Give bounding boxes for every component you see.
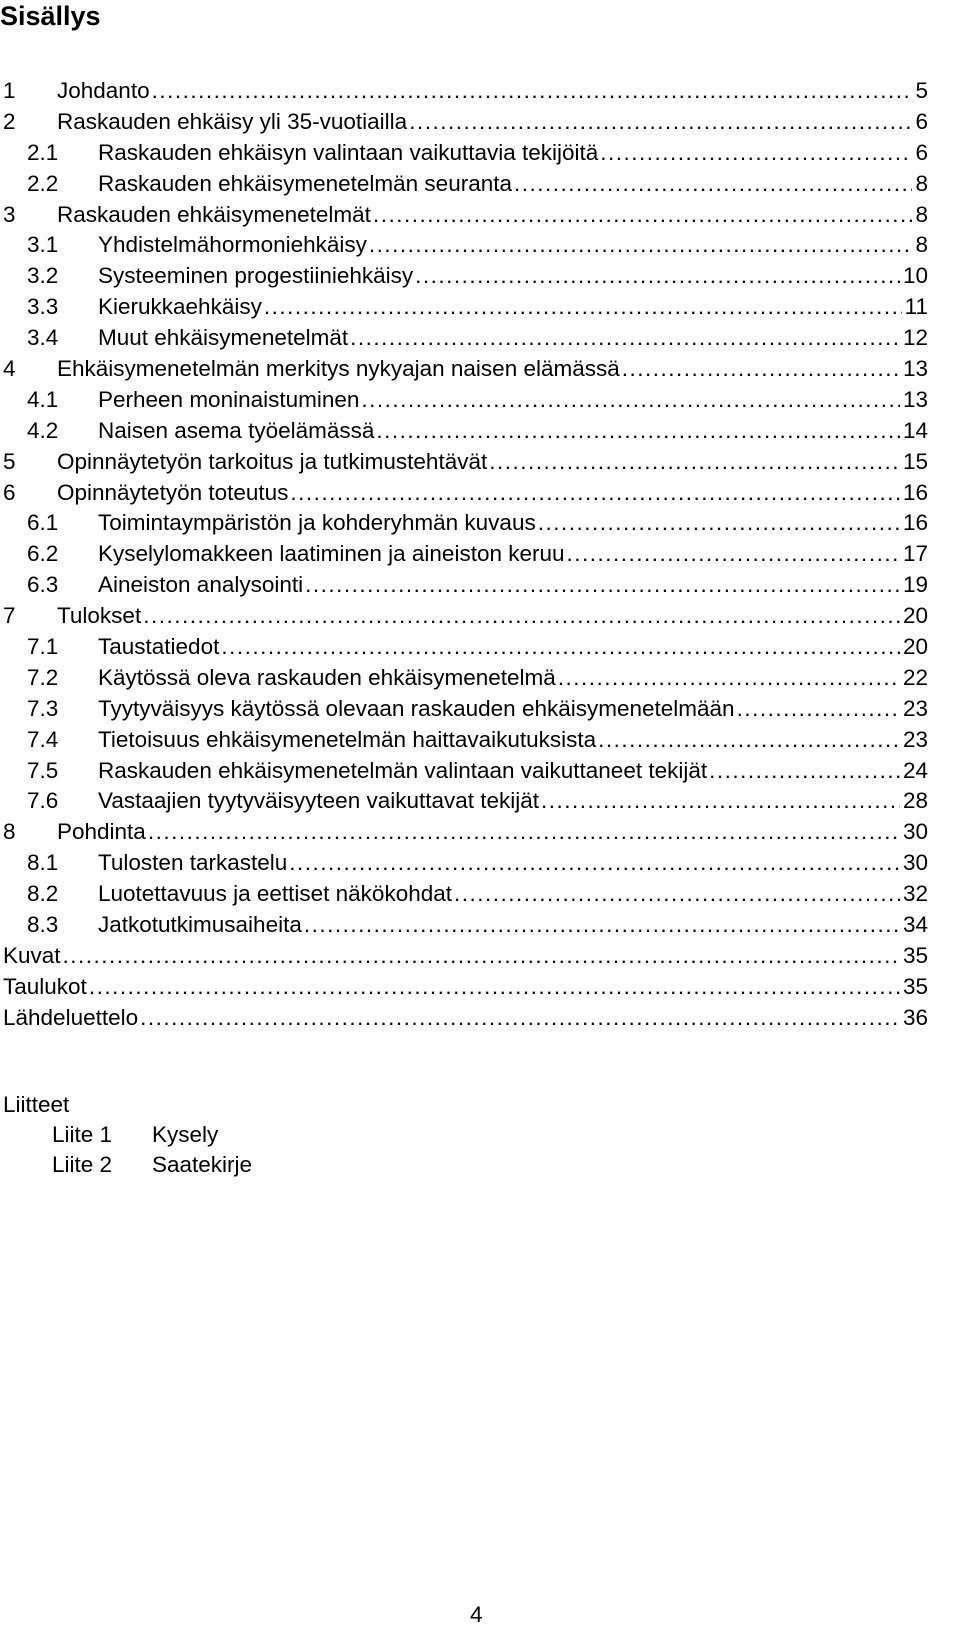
toc-dot-leader [290,478,900,509]
toc-entry-page: 22 [902,664,928,690]
toc-entry[interactable] [0,230,928,261]
toc-entry-label: Tyytyväisyys käytössä olevaan raskauden ehkäisymenetelmään [98,695,735,721]
appendix-id: Liite 1 [52,1122,113,1147]
toc-entry-label: Naisen asema työelämässä [98,417,375,443]
toc-entry-number: 7.2 [27,664,59,690]
toc-entry-number: 1 [3,78,16,103]
toc-entry-label: Raskauden ehkäisy yli 35-vuotiailla [57,108,408,134]
toc-entry-label: Jatkotutkimusaiheita [98,912,302,938]
toc-entry[interactable] [0,354,928,385]
appendix-item [0,1120,252,1150]
toc-entry[interactable] [0,323,928,354]
toc-dot-leader [600,138,912,169]
toc-entry-label: Tulokset [57,603,142,629]
toc-entry[interactable] [0,756,928,787]
toc-entry[interactable] [0,1003,928,1034]
toc-entry-label: Vastaajien tyytyväisyyteen vaikuttavat tekijät [98,788,540,814]
toc-entry[interactable] [0,879,928,910]
toc-entry-number: 7.1 [27,634,59,660]
appendix-label: Kysely [152,1122,219,1147]
toc-dot-leader [369,230,913,261]
toc-entry-number: 2.1 [27,139,59,165]
toc-entry-page: 36 [902,1004,928,1030]
toc-dot-leader [489,447,900,478]
toc-entry-number: 7 [3,603,16,629]
page-number: 4 [470,1602,483,1627]
toc-entry[interactable] [0,261,928,292]
toc-entry-number: 8.1 [27,850,59,876]
toc-dot-leader [148,817,900,848]
toc-dot-leader [89,972,900,1003]
toc-entry-page: 14 [902,417,928,443]
page-title: Sisällys [0,1,101,31]
toc-entry-page: 15 [902,448,928,474]
toc-entry-label: Aineiston analysointi [98,572,304,598]
toc-entry-number: 3.4 [27,325,59,351]
toc-dot-leader [454,879,900,910]
toc-dot-leader [221,632,900,663]
toc-entry-page: 10 [902,263,928,289]
toc-dot-leader [305,570,900,601]
toc-entry-number: 3.1 [27,232,59,258]
toc-dot-leader [373,200,913,231]
toc-entry-number: 3.2 [27,263,59,289]
appendix-id: Liite 2 [52,1152,113,1177]
toc-entry-page: 8 [915,232,928,258]
toc-entry-page: 34 [902,912,928,938]
toc-entry-page: 28 [902,788,928,814]
toc-entry[interactable] [0,570,928,601]
toc-entry-label: Opinnäytetyön toteutus [57,479,289,505]
toc-entry-page: 8 [915,170,928,196]
toc-entry-page: 35 [902,942,928,968]
toc-entry[interactable] [0,848,928,879]
toc-entry-label: Taulukot [3,973,87,999]
toc-entry[interactable] [0,138,928,169]
toc-dot-leader [514,169,912,200]
toc-entry-label: Yhdistelmähormoniehkäisy [98,232,367,258]
toc-dot-leader [409,107,912,138]
toc-dot-leader [143,601,900,632]
toc-entry-number: 7.3 [27,695,59,721]
toc-entry[interactable] [0,663,928,694]
toc-dot-leader [567,539,900,570]
toc-entry-number: 3.3 [27,294,59,320]
toc-entry-number: 8.2 [27,881,59,907]
toc-entry-number: 4 [3,356,16,382]
toc-entry-page: 11 [904,294,928,320]
toc-entry-number: 4.2 [27,417,59,443]
toc-entry-page: 17 [902,541,928,567]
toc-entry[interactable] [0,910,928,941]
toc-entry-number: 6 [3,479,16,505]
toc-dot-leader [415,261,900,292]
toc-dot-leader [558,663,900,694]
toc-entry-label: Tulosten tarkastelu [98,850,288,876]
toc-entry[interactable] [0,169,928,200]
toc-entry-label: Tietoisuus ehkäisymenetelmän haittavaikutuksista [98,726,597,752]
toc-dot-leader [63,941,900,972]
toc-entry-page: 35 [902,973,928,999]
toc-entry[interactable] [0,385,928,416]
toc-entry-page: 6 [915,139,928,165]
appendix-label: Saatekirje [152,1152,253,1177]
toc-entry-label: Kyselylomakkeen laatiminen ja aineiston keruu [98,541,565,567]
toc-entry[interactable] [0,447,928,478]
toc-entry[interactable] [0,76,928,107]
toc-entry[interactable] [0,416,928,447]
toc-dot-leader [350,323,900,354]
toc-entry-number: 6.1 [27,510,59,536]
toc-entry-label: Systeeminen progestiiniehkäisy [98,263,414,289]
toc-entry-page: 23 [902,726,928,752]
toc-entry-label: Taustatiedot [98,634,220,660]
toc-entry[interactable] [0,725,928,756]
toc-entry-page: 13 [902,386,928,412]
toc-entry[interactable] [0,292,928,323]
toc-entry-label: Johdanto [57,78,150,103]
toc-entry-number: 2.2 [27,170,59,196]
toc-entry-label: Käytössä oleva raskauden ehkäisymenetelmä [98,664,556,690]
toc-entry[interactable] [0,107,928,138]
toc-entry-page: 30 [902,850,928,876]
toc-entry-page: 8 [915,201,928,227]
appendices-heading: Liitteet [3,1092,70,1117]
toc-entry[interactable] [0,972,928,1003]
toc-entry-label: Muut ehkäisymenetelmät [98,325,349,351]
appendices-section [0,1090,252,1180]
toc-dot-leader [152,76,913,107]
toc-dot-leader [737,694,900,725]
toc-entry-page: 30 [902,819,928,845]
toc-entry-label: Toimintaympäristön ja kohderyhmän kuvaus [98,510,536,536]
toc-entry-label: Raskauden ehkäisymenetelmät [57,201,371,227]
toc-entry[interactable] [0,508,928,539]
toc-dot-leader [598,725,900,756]
toc-entry-label: Luotettavuus ja eettiset näkökohdat [98,881,453,907]
toc-entry-label: Raskauden ehkäisymenetelmän seuranta [98,170,512,196]
toc-entry-label: Lähdeluettelo [3,1004,139,1030]
toc-entry[interactable] [0,786,928,817]
toc-entry-page: 19 [902,572,928,598]
toc-dot-leader [376,416,900,447]
toc-entry-label: Raskauden ehkäisyn valintaan vaikuttavia tekijöitä [98,139,599,165]
toc-entry-number: 3 [3,201,16,227]
toc-dot-leader [709,756,900,787]
toc-entry-page: 16 [902,510,928,536]
toc-entry-page: 20 [902,603,928,629]
toc-entry-number: 2 [3,108,16,134]
toc-entry-label: Perheen moninaistuminen [98,386,360,412]
toc-entry-number: 4.1 [27,386,59,412]
toc-entry[interactable] [0,200,928,231]
toc-entry-page: 6 [915,108,928,134]
toc-entry-number: 8 [3,819,16,845]
toc-entry-page: 5 [915,78,928,103]
toc-entry[interactable] [0,817,928,848]
toc-entry-label: Raskauden ehkäisymenetelmän valintaan vaikuttaneet tekijät [98,757,708,783]
toc-dot-leader [140,1003,900,1034]
toc-entry-number: 7.6 [27,788,59,814]
toc-entry-page: 13 [902,356,928,382]
toc-entry-label: Pohdinta [57,819,146,845]
toc-entry[interactable] [0,601,928,632]
toc-entry[interactable] [0,478,928,509]
toc-dot-leader [541,786,900,817]
toc-dot-leader [361,385,900,416]
toc-entry-page: 12 [902,325,928,351]
toc-entry-page: 16 [902,479,928,505]
toc-entry[interactable] [0,694,928,725]
toc-dot-leader [264,292,902,323]
toc-entry-number: 7.4 [27,726,59,752]
toc-entry-label: Kierukkaehkäisy [98,294,262,320]
toc-entry-number: 6.3 [27,572,59,598]
toc-entry-label: Ehkäisymenetelmän merkitys nykyajan naisen elämässä [57,356,620,382]
toc-entry-label: Opinnäytetyön tarkoitus ja tutkimustehtävät [57,448,488,474]
toc-dot-leader [289,848,900,879]
toc-entry-page: 32 [902,881,928,907]
toc-entry-number: 8.3 [27,912,59,938]
toc-entry[interactable] [0,539,928,570]
toc-entry[interactable] [0,632,928,663]
toc-entry[interactable] [0,941,928,972]
toc-dot-leader [622,354,900,385]
toc-entry-page: 23 [902,695,928,721]
toc-entry-label: Kuvat [3,942,61,968]
toc-entry-page: 20 [902,634,928,660]
toc-dot-leader [538,508,900,539]
toc-entry-page: 24 [902,757,928,783]
table-of-contents [0,76,928,1034]
appendix-item [0,1150,252,1180]
toc-entry-number: 6.2 [27,541,59,567]
toc-entry-number: 7.5 [27,757,59,783]
toc-entry-number: 5 [3,448,16,474]
toc-dot-leader [304,910,900,941]
